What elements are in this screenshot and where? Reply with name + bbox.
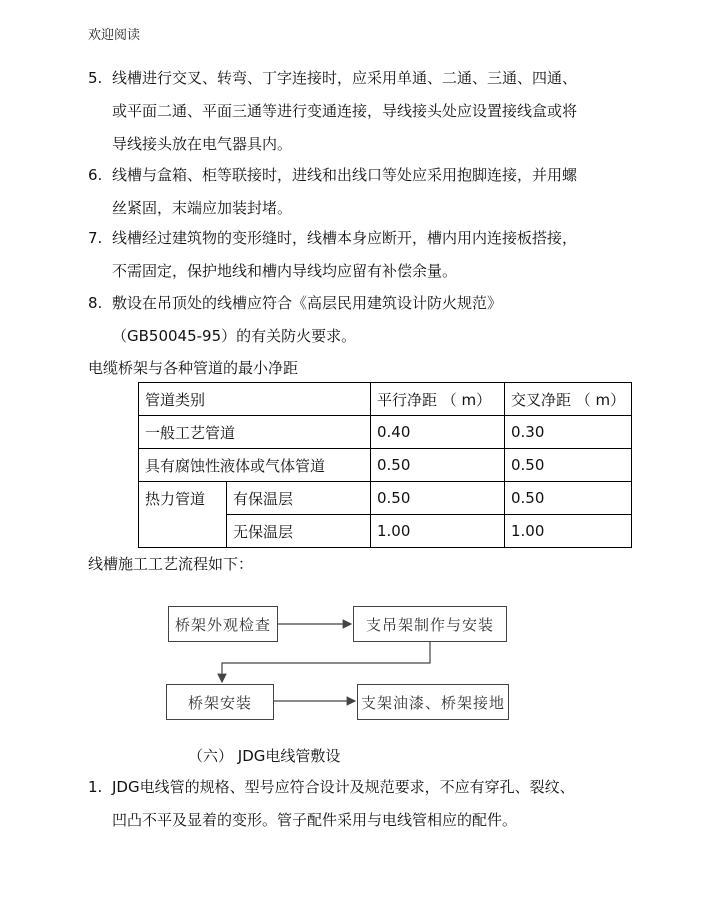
item-line: 不需固定，保护地线和槽内导线均应留有补偿余量。 (112, 262, 458, 280)
item-line: 凹凸不平及显着的变形。管子配件采用与电线管相应的配件。 (112, 811, 518, 829)
header-cross: 交叉净距 （ m） (505, 383, 632, 416)
flow-step-install: 桥架安装 (166, 684, 274, 720)
item-number: 8. (88, 294, 103, 312)
item-line: 线槽进行交叉、转弯、丁字连接时，应采用单通、二通、三通、四通、 (112, 69, 578, 87)
header-parallel: 平行净距 （ m） (371, 383, 505, 416)
item-line: 线槽经过建筑物的变形缝时，线槽本身应断开，槽内用内连接板搭接， (112, 229, 578, 247)
cell-category: 一般工艺管道 (139, 416, 371, 449)
cell-parallel: 0.50 (371, 449, 505, 482)
item-line: 或平面二通、平面三通等进行变通连接，导线接头处应设置接线盒或将 (112, 102, 578, 120)
cell-sub-category: 有保温层 (227, 482, 371, 515)
cell-cross: 1.00 (505, 515, 632, 548)
item-line: 线槽与盒箱、柜等联接时，进线和出线口等处应采用抱脚连接，并用螺 (112, 166, 578, 184)
cell-cross: 0.50 (505, 449, 632, 482)
header-category: 管道类别 (139, 383, 371, 416)
cell-thermal-label: 热力管道 (139, 482, 227, 548)
item-line: 敷设在吊顶处的线槽应符合《高层民用建筑设计防火规范》 (112, 294, 503, 312)
item-line: JDG电线管的规格、型号应符合设计及规范要求，不应有穿孔、裂纹、 (112, 778, 575, 796)
cell-cross: 0.30 (505, 416, 632, 449)
item-number: 7. (88, 229, 103, 247)
flow-step-ground: 支架油漆、桥架接地 (357, 684, 509, 720)
item-number: 1. (88, 778, 103, 796)
cell-parallel: 1.00 (371, 515, 505, 548)
flow-caption: 线槽施工工艺流程如下： (88, 555, 254, 573)
flow-step-bracket: 支吊架制作与安装 (353, 606, 507, 642)
cell-cross: 0.50 (505, 482, 632, 515)
section-heading: （六） JDG电线管敷设 (188, 747, 341, 765)
item-line: 导线接头放在电气器具内。 (112, 135, 293, 153)
arrow-bracket-to-install (222, 642, 430, 682)
item-number: 5. (88, 69, 103, 87)
list-item-1 (88, 771, 648, 837)
item-line: （GB50045-95）的有关防火要求。 (112, 327, 357, 345)
item-line: 丝紧固，末端应加装封堵。 (112, 199, 293, 217)
page-header: 欢迎阅读 (88, 28, 141, 43)
cell-parallel: 0.40 (371, 416, 505, 449)
table-caption: 电缆桥架与各种管道的最小净距 (88, 359, 299, 377)
cell-sub-category: 无保温层 (227, 515, 371, 548)
cell-parallel: 0.50 (371, 482, 505, 515)
cell-category: 具有腐蚀性液体或气体管道 (139, 449, 371, 482)
item-number: 6. (88, 166, 103, 184)
flow-step-inspect: 桥架外观检查 (168, 606, 278, 642)
